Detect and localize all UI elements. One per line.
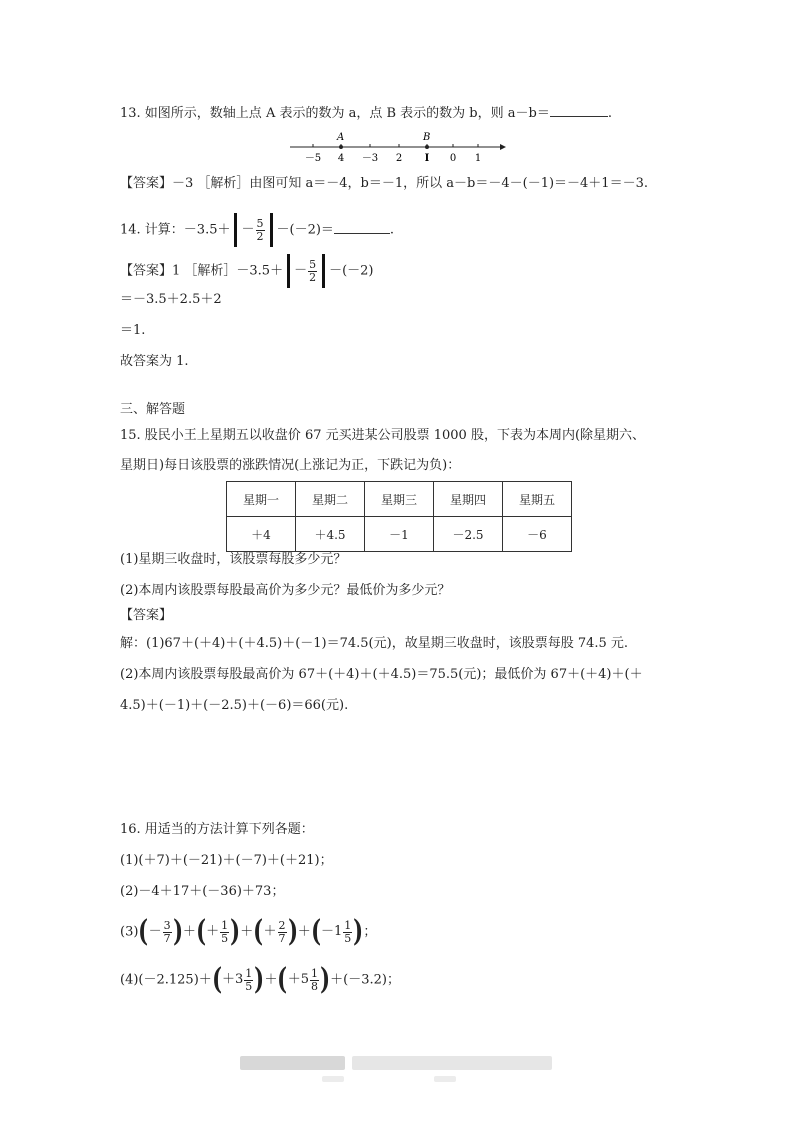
tick-label: －5	[304, 153, 322, 164]
q14-question: 14. 计算：－3.5＋ － $\frac{5}{2}$ －(－2)＝ .	[120, 208, 394, 252]
fraction: $\frac{1}{5}$	[245, 966, 253, 993]
q15-solution-1: 解：(1)67＋(＋4)＋(＋4.5)＋(－1)＝74.5(元)，故星期三收盘时，该股票每股 74.5 元.	[120, 636, 629, 651]
table-header-cell: 星期二	[296, 482, 365, 517]
number-line-figure	[286, 131, 516, 165]
q15-sub1: (1)星期三收盘时，该股票每股多少元？	[120, 552, 347, 567]
fraction: $\frac{5}{2}$	[256, 216, 264, 243]
table-cell: －1	[365, 517, 434, 552]
q14-answer-blank[interactable]	[334, 221, 390, 234]
fraction: $\frac{5}{2}$	[309, 257, 317, 284]
point-a-dot	[339, 145, 343, 149]
paren-term: ( －1 $\frac{1}{5}$ )	[310, 914, 364, 949]
table-header-cell: 星期四	[434, 482, 503, 517]
abs-value-expr: － $\frac{5}{2}$	[230, 208, 276, 252]
abs-bar-right	[270, 213, 273, 247]
tick-label: 1	[474, 153, 482, 164]
q15-line1: 15. 股民小王上星期五以收盘价 67 元买进某公司股票 1000 股，下表为本周内(除星期六、	[120, 428, 646, 443]
point-b-label: B	[423, 132, 431, 143]
q15-solution-2b: 4.5)＋(－1)＋(－2.5)＋(－6)＝66(元).	[120, 698, 349, 713]
abs-value-expr: － $\frac{5}{2}$	[283, 249, 329, 293]
tick-label: 2	[395, 153, 403, 164]
point-b-dot	[425, 145, 429, 149]
table-header-row	[227, 482, 572, 517]
stock-change-table	[226, 481, 572, 552]
abs-bar-left	[287, 254, 290, 288]
paren-term: ( ＋ $\frac{1}{5}$ )	[195, 914, 241, 949]
q13-answer: 【答案】－3 ［解析］由图可知 a＝－4，b＝－1，所以 a－b＝－4－(－1)＝－4＋1＝－3.	[120, 176, 648, 191]
q13-text: 13. 如图所示，数轴上点 A 表示的数为 a，点 B 表示的数为 b，则 a－b＝	[120, 106, 550, 121]
abs-bar-right	[322, 254, 325, 288]
q16-title: 16. 用适当的方法计算下列各题：	[120, 822, 314, 837]
fraction: $\frac{2}{7}$	[278, 918, 286, 945]
fraction: $\frac{1}{5}$	[344, 918, 352, 945]
q13-answer-blank[interactable]	[550, 104, 608, 117]
fraction: $\frac{3}{7}$	[163, 918, 171, 945]
q14-conclusion: 故答案为 1.	[120, 354, 189, 369]
q16-part3: (3) ( － $\frac{3}{7}$ ) ＋ ( ＋ $\frac{1}{5}$ ) ＋ ( ＋ $\frac{2}{7}$ ) ＋ ( －1 $\frac{1}{5}$ ) ；	[120, 912, 376, 952]
tick-label: －3	[361, 153, 379, 164]
section-heading: 三、解答题	[120, 402, 186, 417]
abs-bar-left	[234, 213, 237, 247]
q16-part4: (4)(－2.125)＋ ( ＋3 $\frac{1}{5}$ ) ＋ ( ＋5 $\frac{1}{8}$ ) ＋(－3.2)；	[120, 960, 400, 1000]
table-cell: ＋4	[227, 517, 296, 552]
paren-term: ( － $\frac{3}{7}$ )	[138, 914, 183, 949]
q16-part1: (1)(＋7)＋(－21)＋(－7)＋(＋21)；	[120, 853, 333, 868]
table-cell: －2.5	[434, 517, 503, 552]
table-header-cell: 星期五	[503, 482, 572, 517]
table-header-cell: 星期三	[365, 482, 434, 517]
q16-part2: (2)－4＋17＋(－36)＋73；	[120, 884, 285, 899]
paren-term: ( ＋5 $\frac{1}{8}$ )	[277, 962, 331, 997]
q15-line2: 星期日)每日该股票的涨跌情况(上涨记为正，下跌记为负)：	[120, 458, 461, 473]
tick-label: I	[424, 153, 430, 164]
q15-answer-label: 【答案】	[120, 608, 173, 623]
table-cell: ＋4.5	[296, 517, 365, 552]
paren-term: ( ＋ $\frac{2}{7}$ )	[253, 914, 298, 949]
q14-step2: ＝1.	[120, 323, 146, 338]
table-cell: －6	[503, 517, 572, 552]
table-header-cell: 星期一	[227, 482, 296, 517]
point-a-label: A	[337, 132, 345, 143]
tick-label: 4	[337, 153, 345, 164]
fraction: $\frac{1}{8}$	[310, 966, 318, 993]
paren-term: ( ＋3 $\frac{1}{5}$ )	[211, 962, 265, 997]
q13-question: 13. 如图所示，数轴上点 A 表示的数为 a，点 B 表示的数为 b，则 a－b＝ .	[120, 106, 612, 121]
tick-label: 0	[449, 153, 457, 164]
q15-sub2: (2)本周内该股票每股最高价为多少元？最低价为多少元？	[120, 583, 451, 598]
q14-answer: 【答案】1 ［解析］－3.5＋ － $\frac{5}{2}$ －(－2)	[120, 249, 374, 293]
table-row	[227, 517, 572, 552]
q15-solution-2a: (2)本周内该股票每股最高价为 67＋(＋4)＋(＋4.5)＝75.5(元)；最低价为 67＋(＋4)＋(＋	[120, 667, 643, 682]
q14-step1: ＝－3.5＋2.5＋2	[120, 292, 222, 307]
fraction: $\frac{1}{5}$	[221, 918, 229, 945]
